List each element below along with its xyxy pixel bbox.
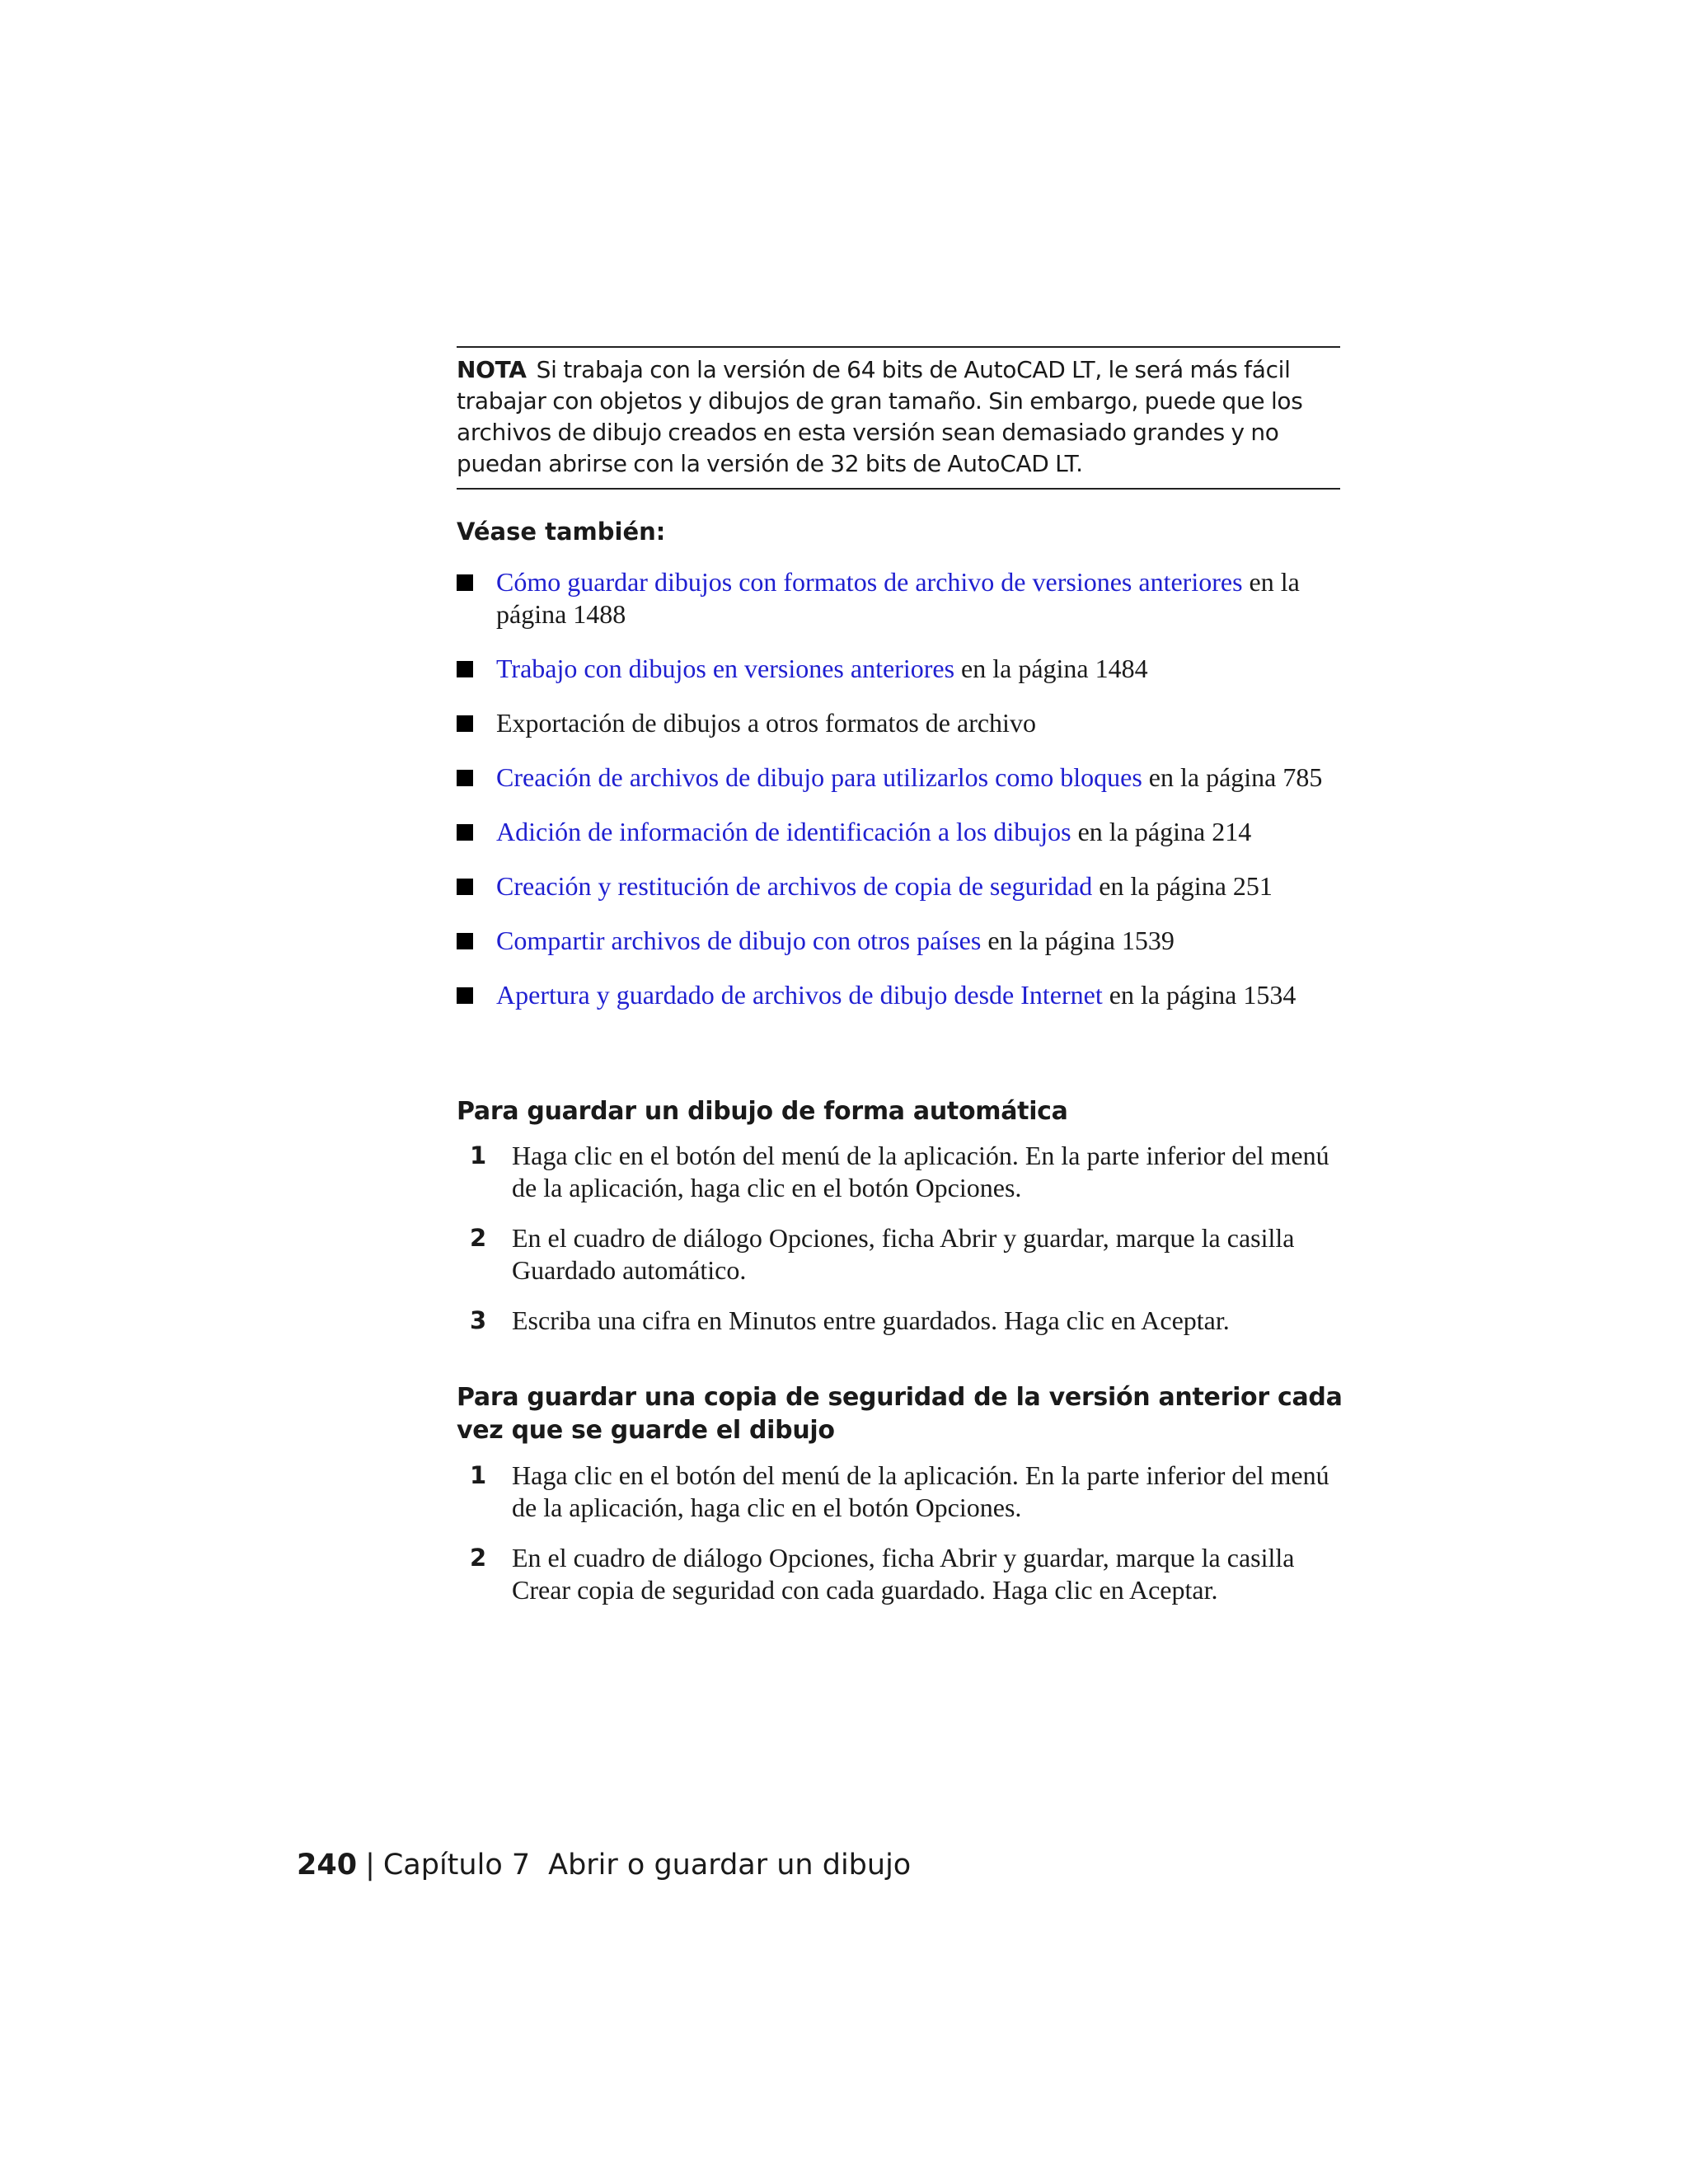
list-item [457,870,1355,902]
bullet-square-icon [457,879,473,895]
bullet-square-icon [457,824,473,841]
see-also-link[interactable]: Cómo guardar dibujos con formatos de archivo de versiones anteriores [496,567,1243,597]
list-item [457,816,1355,848]
page-reference: en la página 251 [1092,871,1273,901]
note-text: Si trabaja con la versión de 64 bits de AutoCAD LT, le será más fácil trabajar con objetos y dibujos de gran tamaño. Sin embargo, puede que los archivos de dibujo creados en esta versión sean demasiado grandes y no puedan abrirse con la versión de 32 bits de AutoCAD LT. [457,356,1303,477]
see-also-link[interactable]: Adición de información de identificación a los dibujos [496,817,1071,846]
procedure-heading: Para guardar una copia de seguridad de la versión anterior cada vez que se guarde el dibujo [457,1383,1343,1445]
see-also-link[interactable]: Creación y restitución de archivos de copia de seguridad [496,871,1093,901]
list-item [457,707,1355,739]
page-reference: en la página 785 [1142,762,1323,792]
step-number: 2 [470,1224,487,1252]
list-item [457,762,1355,794]
step-text: En el cuadro de diálogo Opciones, ficha Abrir y guardar, marque la casilla Guardado automático. [512,1223,1295,1285]
see-also-heading: Véase también: [457,518,666,546]
step-text: Haga clic en el botón del menú de la aplicación. En la parte inferior del menú de la aplicación, haga clic en el botón Opciones. [512,1460,1329,1522]
page-number: 240 [297,1849,358,1882]
see-also-link[interactable]: Creación de archivos de dibujo para utilizarlos como bloques [496,762,1142,792]
plain-item-text: Exportación de dibujos a otros formatos de archivo [496,708,1036,738]
step-item [470,1542,1352,1606]
page-reference: en la página 1488 [496,567,1300,629]
bullet-square-icon [457,715,473,732]
page-reference: en la página 1539 [981,926,1175,955]
page-reference: en la página 1484 [954,654,1148,683]
step-number: 1 [470,1461,487,1489]
bullet-square-icon [457,933,473,949]
footer-separator: | [365,1849,375,1882]
step-number: 2 [470,1544,487,1572]
list-item [457,653,1355,685]
bullet-square-icon [457,770,473,786]
see-also-link[interactable]: Compartir archivos de dibujo con otros países [496,926,982,955]
step-text: En el cuadro de diálogo Opciones, ficha Abrir y guardar, marque la casilla Crear copia de seguridad con cada guardado. Haga clic en Aceptar. [512,1543,1295,1605]
list-item [457,925,1355,957]
see-also-link[interactable]: Apertura y guardado de archivos de dibujo desde Internet [496,980,1103,1010]
chapter-title: Abrir o guardar un dibujo [548,1849,912,1882]
step-item [470,1305,1352,1337]
see-also-list [457,566,1355,1033]
step-text: Escriba una cifra en Minutos entre guardados. Haga clic en Aceptar. [512,1305,1230,1335]
step-item [470,1140,1352,1204]
procedure-heading: Para guardar un dibujo de forma automática [457,1097,1068,1126]
page-reference: en la página 214 [1071,817,1252,846]
step-number: 1 [470,1141,487,1169]
procedure-steps [470,1460,1352,1624]
page-reference: en la página 1534 [1102,980,1296,1010]
step-item [470,1460,1352,1524]
chapter-label: Capítulo 7 [382,1849,531,1882]
step-text: Haga clic en el botón del menú de la aplicación. En la parte inferior del menú de la aplicación, haga clic en el botón Opciones. [512,1141,1329,1202]
list-item [457,979,1355,1011]
list-item [457,566,1355,630]
step-number: 3 [470,1306,487,1334]
note-box [457,346,1340,490]
bullet-square-icon [457,661,473,677]
bullet-square-icon [457,987,473,1004]
page-footer [297,1846,911,1884]
step-item [470,1222,1352,1286]
bullet-square-icon [457,574,473,591]
see-also-link[interactable]: Trabajo con dibujos en versiones anteriores [496,654,955,683]
note-label: NOTA [457,356,527,383]
procedure-steps [470,1140,1352,1355]
